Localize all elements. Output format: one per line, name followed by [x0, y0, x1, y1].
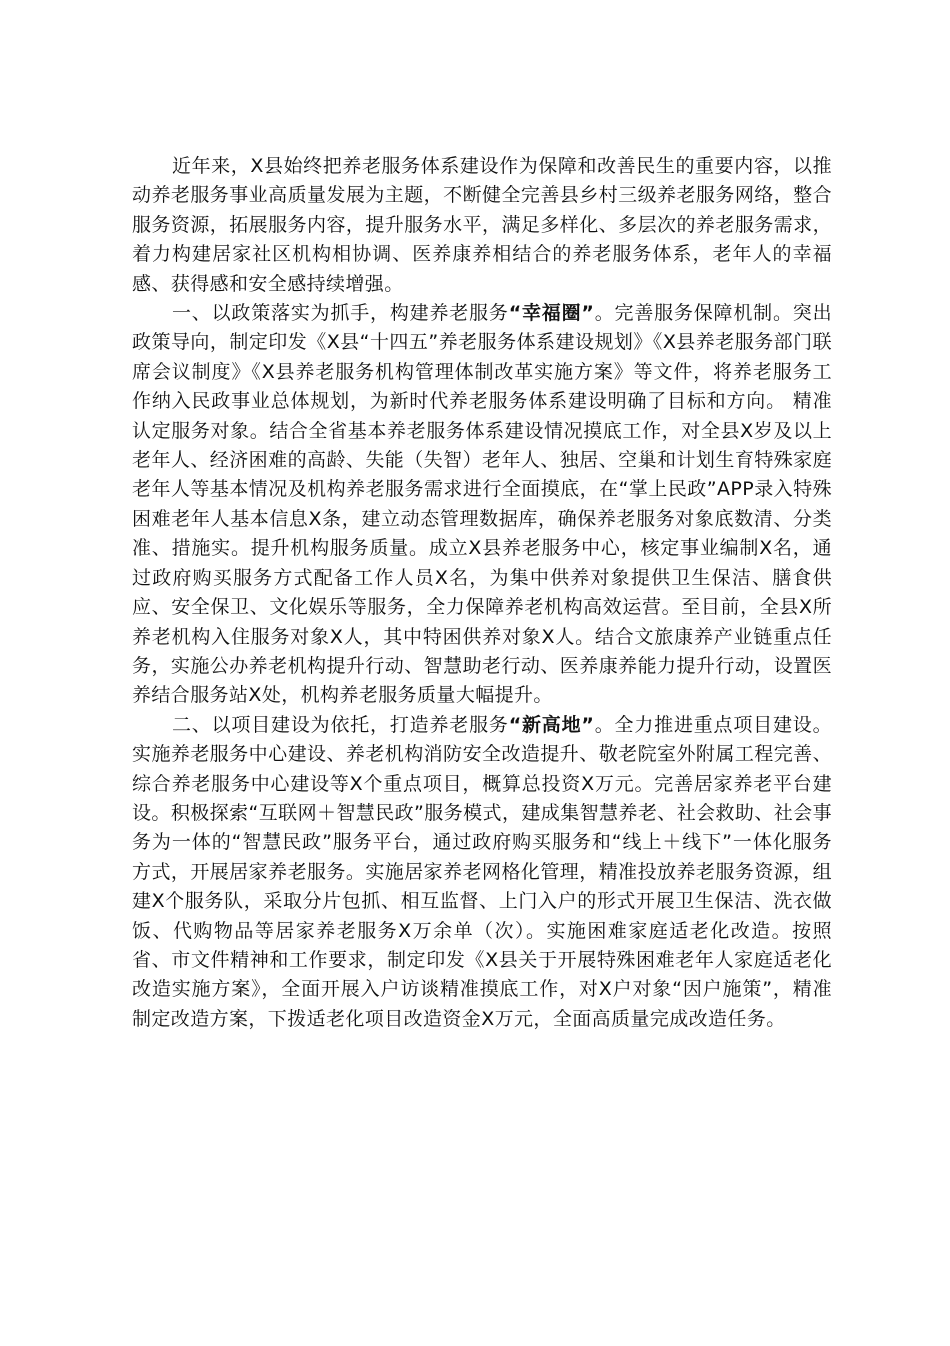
- section-two-heading: 二、以项目建设为依托，打造养老服务: [172, 713, 509, 736]
- paragraph-intro: [132, 152, 832, 299]
- section-one-heading: 一、以政策落实为抓手，构建养老服务: [172, 302, 509, 325]
- section-one-emphasis: “幸福圈”: [508, 302, 595, 325]
- section-two-body: 。全力推进重点项目建设。实施养老服务中心建设、养老机构消防安全改造提升、敬老院室外附属工程完善、综合养老服务中心建设等X个重点项目，概算总投资X万元。完善居家养老平台建设。积极探索“互联网＋智慧民政”服务模式，建成集智慧养老、社会救助、社会事务为一体的“智慧民政”服务平台，通过政府购买服务和“线上＋线下”一体化服务方式，开展居家养老服务。实施居家养老网格化管理，精准投放养老服务资源，组建X个服务队，采取分片包抓、相互监督、上门入户的形式开展卫生保洁、洗衣做饭、代购物品等居家养老服务X万余单（次）。实施困难家庭适老化改造。按照省、市文件精神和工作要求，制定印发《X县关于开展特殊困难老年人家庭适老化改造实施方案》，全面开展入户访谈精准摸底工作，对X户对象“因户施策”，精准制定改造方案，下拨适老化项目改造资金X万元，全面高质量完成改造任务。: [132, 713, 832, 1030]
- section-one-body: 。完善服务保障机制。突出政策导向，制定印发《X县“十四五”养老服务体系建设规划》《X县养老服务部门联席会议制度》《X县养老服务机构管理体制改革实施方案》等文件，将养老服务工作纳入民政事业总体规划，为新时代养老服务体系建设明确了目标和方向。 精准认定服务对象。结合全省基本养老服务体系建设情况摸底工作，对全县X岁及以上老年人、经济困难的高龄、失能（失智）老年人、独居、空巢和计划生育特殊家庭老年人等基本情况及机构养老服务需求进行全面摸底，在“掌上民政”APP录入特殊困难老年人基本信息X条，建立动态管理数据库，确保养老服务对象底数清、分类准、措施实。提升机构服务质量。成立X县养老服务中心，核定事业编制X名，通过政府购买服务方式配备工作人员X名，为集中供养对象提供卫生保洁、膳食供应、安全保卫、文化娱乐等服务，全力保障养老机构高效运营。至目前，全县X所养老机构入住服务对象X人，其中特困供养对象X人。结合文旅康养产业链重点任务，实施公办养老机构提升行动、智慧助老行动、医养康养能力提升行动，设置医养结合服务站X处，机构养老服务质量大幅提升。: [132, 302, 832, 707]
- paragraph-text: 近年来，X县始终把养老服务体系建设作为保障和改善民生的重要内容，以推动养老服务事业高质量发展为主题，不断健全完善县乡村三级养老服务网络，整合服务资源，拓展服务内容，提升服务水平，满足多样化、多层次的养老服务需求，着力构建居家社区机构相协调、医养康养相结合的养老服务体系，老年人的幸福感、获得感和安全感持续增强。: [132, 155, 832, 295]
- section-two-emphasis: “新高地”: [508, 713, 595, 736]
- document-page: [132, 152, 832, 1034]
- paragraph-section-two: [132, 711, 832, 1034]
- paragraph-section-one: [132, 299, 832, 711]
